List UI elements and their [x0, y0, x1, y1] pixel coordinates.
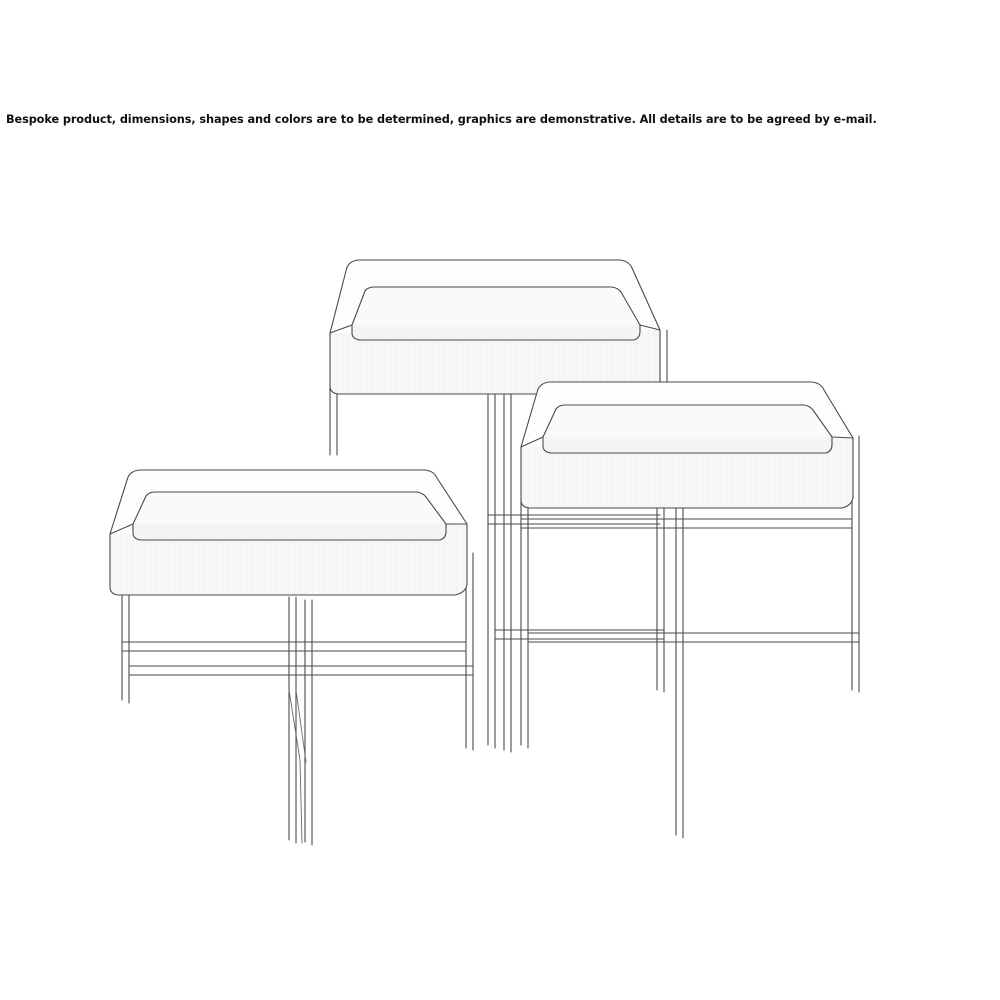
shadow-accents — [289, 690, 306, 843]
medium-table-stretchers — [521, 519, 859, 642]
low-table — [110, 470, 473, 845]
medium-table — [521, 382, 859, 838]
medium-table-top — [521, 382, 853, 508]
low-table-stretchers — [122, 642, 473, 675]
disclaimer-text: Bespoke product, dimensions, shapes and colors are to be determined, graphics are demonstrative. All details are to be agreed by e-mail. — [6, 113, 877, 126]
tall-table-top — [330, 260, 660, 394]
low-table-top — [110, 470, 467, 595]
tall-table-stretchers — [488, 515, 663, 639]
